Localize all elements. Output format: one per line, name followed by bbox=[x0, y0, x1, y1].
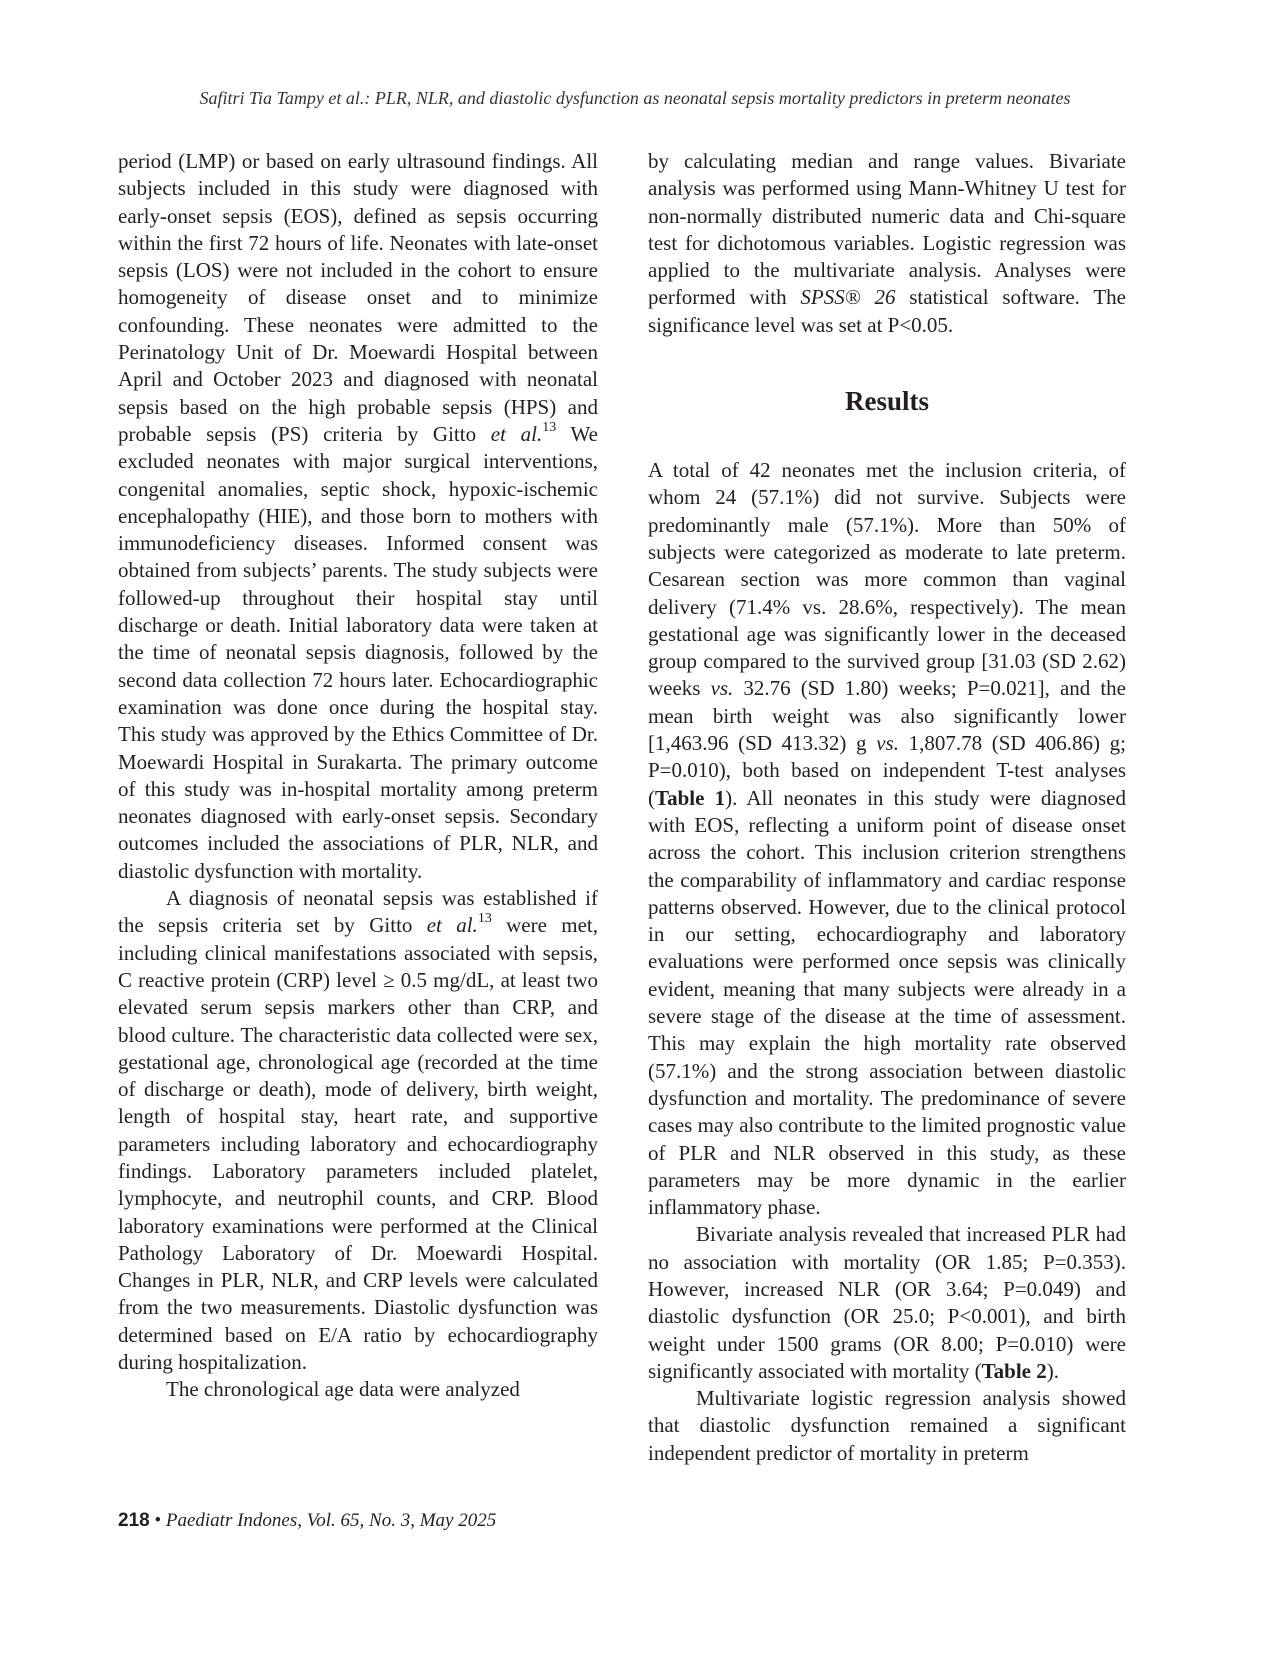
paragraph: period (LMP) or based on early ultrasound findings. All subjects included in this study were diagnosed with early-onset sepsis (EOS), defined as sepsis occurring within the first 72 hours of life. Neonates with late-onset sepsis (LOS) were not included in the cohort to ensure homogeneity of disease onset and to minimize confounding. These neonates were admitted to the Perinatology Unit of Dr. Moewardi Hospital between April and October 2023 and diagnosed with neonatal sepsis based on the high probable sepsis (HPS) and probable sepsis (PS) criteria by Gitto et al.$^{13}$ We excluded neonates with major surgical interventions, congenital anomalies, septic shock, hypoxic-ischemic encephalopathy (HIE), and those born to mothers with immunodeficiency diseases. Informed consent was obtained from subjects’ parents. The study subjects were followed-up throughout their hospital stay until discharge or death. Initial laboratory data were taken at the time of neonatal sepsis diagnosis, followed by the second data collection 72 hours later. Echocardiographic examination was done once during the hospital stay. This study was approved by the Ethics Committee of Dr. Moewardi Hospital in Surakarta. The primary outcome of this study was in-hospital mortality among preterm neonates diagnosed with early-onset sepsis. Secondary outcomes included the associations of PLR, NLR, and diastolic dysfunction with mortality. bbox=[118, 149, 598, 883]
page-footer bbox=[118, 1510, 496, 1532]
right-column bbox=[648, 148, 1126, 1467]
paragraph: by calculating median and range values. Bivariate analysis was performed using Mann-Whitney U test for non-normally distributed numeric data and Chi-square test for dichotomous variables. Logistic regression was applied to the multivariate analysis. Analyses were performed with SPSS® 26 statistical software. The significance level was set at P<0.05. bbox=[648, 149, 1126, 337]
paragraph: Bivariate analysis revealed that increased PLR had no association with mortality (OR 1.85; P=0.353). However, increased NLR (OR 3.64; P=0.049) and diastolic dysfunction (OR 25.0; P<0.001), and birth weight under 1500 grams (OR 8.00; P=0.010) were significantly associated with mortality (Table 2). bbox=[648, 1222, 1126, 1383]
paragraph: A total of 42 neonates met the inclusion criteria, of whom 24 (57.1%) did not survive. Subjects were predominantly male (57.1%). More than 50% of subjects were categorized as moderate to late preterm. Cesarean section was more common than vaginal delivery (71.4% vs. 28.6%, respectively). The mean gestational age was significantly lower in the deceased group compared to the survived group [31.03 (SD 2.62) weeks vs. 32.76 (SD 1.80) weeks; P=0.021], and the mean birth weight was also significantly lower [1,463.96 (SD 413.32) g vs. 1,807.78 (SD 406.86) g; P=0.010), both based on independent T-test analyses (Table 1). All neonates in this study were diagnosed with EOS, reflecting a uniform point of disease onset across the cohort. This inclusion criterion strengthens the comparability of inflammatory and cardiac response patterns observed. However, due to the clinical protocol in our setting, echocardiography and laboratory evaluations were performed once sepsis was clinically evident, meaning that many subjects were already in a severe stage of the disease at the time of assessment. This may explain the high mortality rate observed (57.1%) and the strong association between diastolic dysfunction and mortality. The predominance of severe cases may also contribute to the limited prognostic value of PLR and NLR observed in this study, as these parameters may be more dynamic in the earlier inflammatory phase. bbox=[648, 458, 1126, 1220]
table-reference: Table 1 bbox=[655, 785, 726, 810]
footer-separator: • bbox=[149, 1510, 166, 1531]
paragraph: A diagnosis of neonatal sepsis was established if the sepsis criteria set by Gitto et al.$^{13}$ were met, including clinical manifestations associated with sepsis, C reactive protein (CRP) level ≥ 0.5 mg/dL, at least two elevated serum sepsis markers other than CRP, and blood culture. The characteristic data collected were sex, gestational age, chronological age (recorded at the time of discharge or death), mode of delivery, birth weight, length of hospital stay, heart rate, and supportive parameters including laboratory and echocardiography findings. Laboratory parameters included platelet, lymphocyte, and neutrophil counts, and CRP. Blood laboratory examinations were performed at the Clinical Pathology Laboratory of Dr. Moewardi Hospital. Changes in PLR, NLR, and CRP levels were calculated from the two measurements. Diastolic dysfunction was determined based on E/A ratio by echocardiography during hospitalization. bbox=[118, 886, 599, 1375]
running-header: Safitri Tia Tampy et al.: PLR, NLR, and diastolic dysfunction as neonatal sepsis mortality predictors in preterm neonates bbox=[199, 88, 1071, 108]
paragraph: The chronological age data were analyzed bbox=[166, 1377, 520, 1402]
journal-citation: Paediatr Indones, Vol. 65, No. 3, May 2025 bbox=[165, 1510, 497, 1531]
paragraph: Multivariate logistic regression analysis showed that diastolic dysfunction remained a significant independent predictor of mortality in preterm bbox=[648, 1386, 1126, 1465]
left-column bbox=[118, 148, 598, 1404]
section-heading-results: Results bbox=[844, 386, 929, 417]
table-reference: Table 2 bbox=[981, 1358, 1047, 1383]
page-number: 218 bbox=[118, 1510, 150, 1531]
